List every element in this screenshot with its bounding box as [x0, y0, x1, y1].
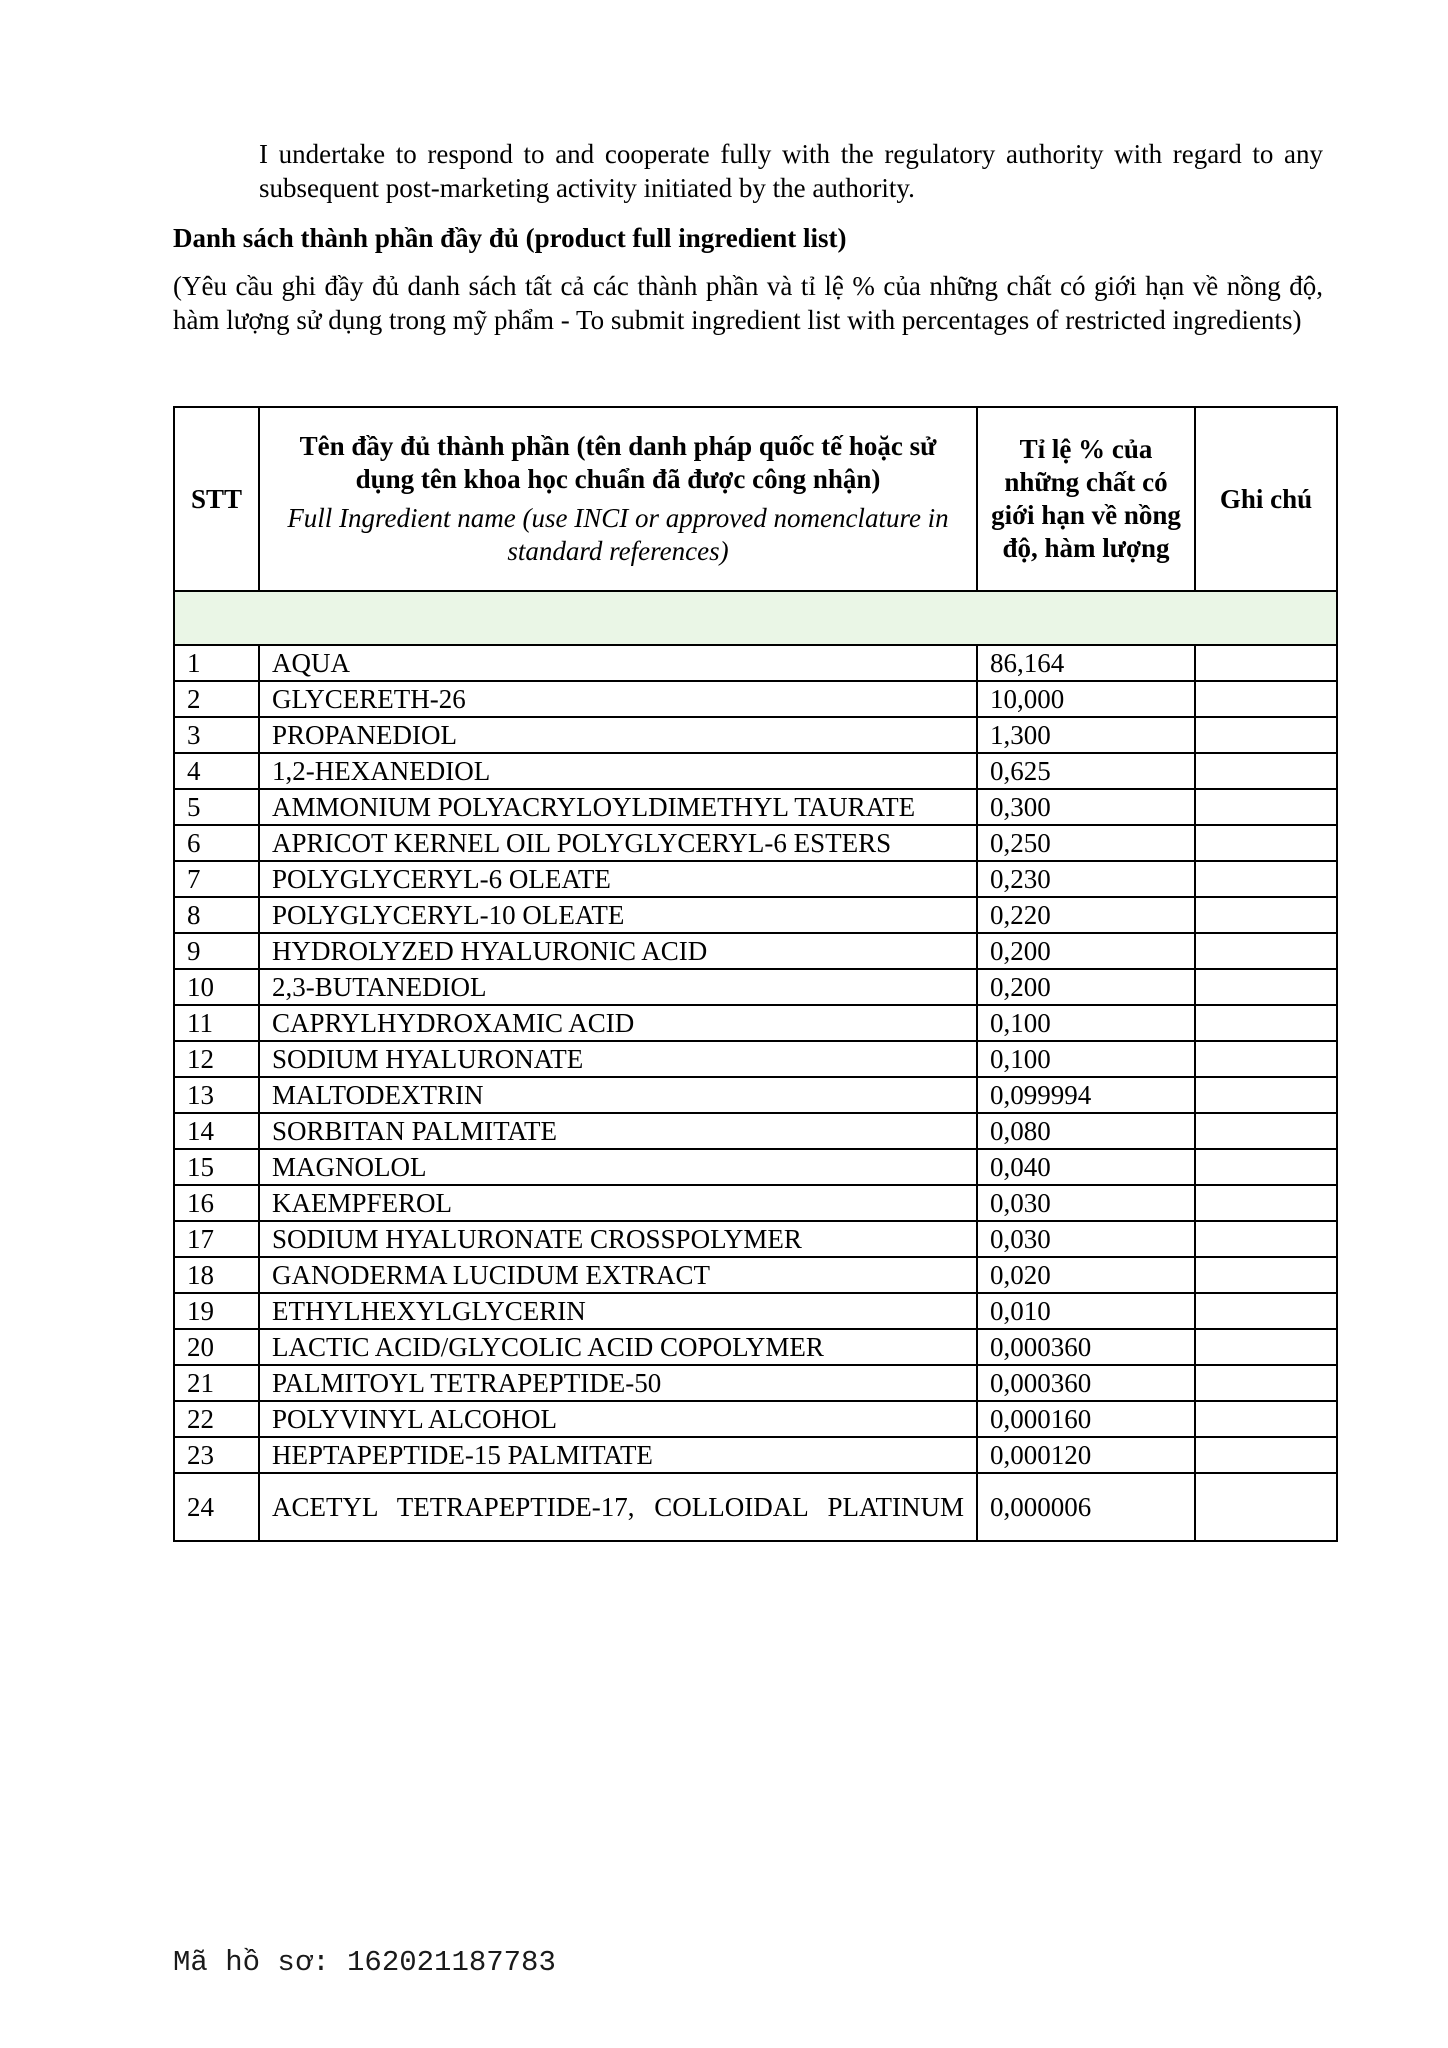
row-stt: 3 [174, 717, 259, 753]
row-ingredient-name: KAEMPFEROL [259, 1185, 977, 1221]
row-ingredient-name: POLYGLYCERYL-6 OLEATE [259, 861, 977, 897]
row-note [1195, 1437, 1337, 1473]
row-stt: 2 [174, 681, 259, 717]
row-percent: 0,030 [977, 1221, 1195, 1257]
row-percent: 0,300 [977, 789, 1195, 825]
row-percent: 0,100 [977, 1041, 1195, 1077]
row-ingredient-name: HEPTAPEPTIDE-15 PALMITATE [259, 1437, 977, 1473]
row-ingredient-name: PALMITOYL TETRAPEPTIDE-50 [259, 1365, 977, 1401]
table-separator-row [174, 591, 1337, 645]
row-note [1195, 825, 1337, 861]
row-ingredient-name: MAGNOLOL [259, 1149, 977, 1185]
row-note [1195, 897, 1337, 933]
row-note [1195, 1041, 1337, 1077]
row-ingredient-name: POLYGLYCERYL-10 OLEATE [259, 897, 977, 933]
table-row [174, 1185, 1337, 1221]
row-ingredient-name: AQUA [259, 645, 977, 681]
row-percent: 86,164 [977, 645, 1195, 681]
row-note [1195, 717, 1337, 753]
row-stt: 12 [174, 1041, 259, 1077]
row-note [1195, 1329, 1337, 1365]
table-row [174, 897, 1337, 933]
row-percent: 0,099994 [977, 1077, 1195, 1113]
row-ingredient-name: HYDROLYZED HYALURONIC ACID [259, 933, 977, 969]
row-stt: 13 [174, 1077, 259, 1113]
table-row [174, 681, 1337, 717]
row-ingredient-name: GLYCERETH-26 [259, 681, 977, 717]
row-ingredient-name: SODIUM HYALURONATE [259, 1041, 977, 1077]
row-note [1195, 681, 1337, 717]
row-stt: 14 [174, 1113, 259, 1149]
header-percent: Tỉ lệ % của những chất có giới hạn về nồng độ, hàm lượng [977, 407, 1195, 591]
row-percent: 0,000120 [977, 1437, 1195, 1473]
table-row [174, 753, 1337, 789]
ingredient-table [173, 406, 1338, 1542]
row-percent: 0,020 [977, 1257, 1195, 1293]
row-percent: 10,000 [977, 681, 1195, 717]
instruction-paragraph: (Yêu cầu ghi đầy đủ danh sách tất cả các thành phần và tỉ lệ % của những chất có giới hạn về nồng độ, hàm lượng sử dụng trong mỹ phẩm - To submit ingredient list with percentages of restricted ingredients) [173, 271, 1323, 335]
row-ingredient-name: SODIUM HYALURONATE CROSSPOLYMER [259, 1221, 977, 1257]
table-row [174, 1041, 1337, 1077]
table-row [174, 1365, 1337, 1401]
row-ingredient-name: GANODERMA LUCIDUM EXTRACT [259, 1257, 977, 1293]
row-percent: 0,250 [977, 825, 1195, 861]
table-row [174, 1293, 1337, 1329]
row-note [1195, 1077, 1337, 1113]
row-ingredient-name: AMMONIUM POLYACRYLOYLDIMETHYL TAURATE [259, 789, 977, 825]
table-row [174, 969, 1337, 1005]
row-percent: 0,625 [977, 753, 1195, 789]
row-note [1195, 645, 1337, 681]
row-ingredient-name: POLYVINYL ALCOHOL [259, 1401, 977, 1437]
row-ingredient-name: ACETYL TETRAPEPTIDE-17, COLLOIDAL PLATINUM [259, 1473, 977, 1541]
record-number: Mã hồ sơ: 162021187783 [173, 1946, 556, 1979]
header-name-vi: Tên đầy đủ thành phần (tên danh pháp quốc tế hoặc sử dụng tên khoa học chuẩn đã được công nhận) [299, 431, 937, 494]
row-stt: 7 [174, 861, 259, 897]
row-stt: 6 [174, 825, 259, 861]
table-row [174, 1221, 1337, 1257]
row-percent: 0,030 [977, 1185, 1195, 1221]
table-row [174, 645, 1337, 681]
row-percent: 0,230 [977, 861, 1195, 897]
row-ingredient-name: SORBITAN PALMITATE [259, 1113, 977, 1149]
table-row [174, 1005, 1337, 1041]
row-ingredient-name: MALTODEXTRIN [259, 1077, 977, 1113]
row-note [1195, 861, 1337, 897]
row-note [1195, 1149, 1337, 1185]
row-percent: 1,300 [977, 717, 1195, 753]
row-ingredient-name: APRICOT KERNEL OIL POLYGLYCERYL-6 ESTERS [259, 825, 977, 861]
table-row [174, 861, 1337, 897]
row-stt: 24 [174, 1473, 259, 1541]
row-stt: 23 [174, 1437, 259, 1473]
table-row [174, 1149, 1337, 1185]
row-percent: 0,200 [977, 933, 1195, 969]
table-row [174, 1473, 1337, 1541]
row-stt: 10 [174, 969, 259, 1005]
row-stt: 20 [174, 1329, 259, 1365]
row-ingredient-name: PROPANEDIOL [259, 717, 977, 753]
row-note [1195, 789, 1337, 825]
row-stt: 19 [174, 1293, 259, 1329]
section-heading: Danh sách thành phần đầy đủ (product full ingredient list) [173, 223, 847, 253]
row-percent: 0,000160 [977, 1401, 1195, 1437]
row-ingredient-name: ETHYLHEXYLGLYCERIN [259, 1293, 977, 1329]
row-ingredient-name: CAPRYLHYDROXAMIC ACID [259, 1005, 977, 1041]
row-percent: 0,100 [977, 1005, 1195, 1041]
row-percent: 0,200 [977, 969, 1195, 1005]
table-row [174, 825, 1337, 861]
row-percent: 0,000360 [977, 1329, 1195, 1365]
row-percent: 0,080 [977, 1113, 1195, 1149]
table-row [174, 933, 1337, 969]
row-stt: 15 [174, 1149, 259, 1185]
row-note [1195, 1473, 1337, 1541]
table-row [174, 1437, 1337, 1473]
row-stt: 22 [174, 1401, 259, 1437]
row-percent: 0,220 [977, 897, 1195, 933]
table-row [174, 1077, 1337, 1113]
table-row [174, 1113, 1337, 1149]
row-note [1195, 1221, 1337, 1257]
row-note [1195, 1365, 1337, 1401]
row-stt: 4 [174, 753, 259, 789]
row-ingredient-name: LACTIC ACID/GLYCOLIC ACID COPOLYMER [259, 1329, 977, 1365]
row-stt: 5 [174, 789, 259, 825]
table-row [174, 1257, 1337, 1293]
row-stt: 16 [174, 1185, 259, 1221]
row-stt: 21 [174, 1365, 259, 1401]
row-ingredient-name: 1,2-HEXANEDIOL [259, 753, 977, 789]
row-stt: 17 [174, 1221, 259, 1257]
row-note [1195, 969, 1337, 1005]
row-stt: 11 [174, 1005, 259, 1041]
row-stt: 1 [174, 645, 259, 681]
row-note [1195, 1257, 1337, 1293]
row-percent: 0,000360 [977, 1365, 1195, 1401]
row-note [1195, 1185, 1337, 1221]
table-row [174, 789, 1337, 825]
row-note [1195, 1005, 1337, 1041]
row-stt: 8 [174, 897, 259, 933]
row-note [1195, 753, 1337, 789]
row-note [1195, 933, 1337, 969]
row-ingredient-name: 2,3-BUTANEDIOL [259, 969, 977, 1005]
table-row [174, 717, 1337, 753]
row-note [1195, 1113, 1337, 1149]
row-percent: 0,000006 [977, 1473, 1195, 1541]
row-stt: 18 [174, 1257, 259, 1293]
row-note [1195, 1293, 1337, 1329]
table-row [174, 1329, 1337, 1365]
header-note: Ghi chú [1195, 407, 1337, 591]
header-ingredient-name [259, 407, 977, 591]
header-name-en: Full Ingredient name (use INCI or approved nomenclature in standard references) [287, 503, 949, 566]
table-header-row [174, 407, 1337, 591]
row-stt: 9 [174, 933, 259, 969]
row-percent: 0,010 [977, 1293, 1195, 1329]
table-row [174, 1401, 1337, 1437]
row-note [1195, 1401, 1337, 1437]
row-percent: 0,040 [977, 1149, 1195, 1185]
undertaking-paragraph: I undertake to respond to and cooperate fully with the regulatory authority with regard to any subsequent post-marketing activity initiated by the authority. [259, 139, 1323, 203]
header-stt: STT [174, 407, 259, 591]
